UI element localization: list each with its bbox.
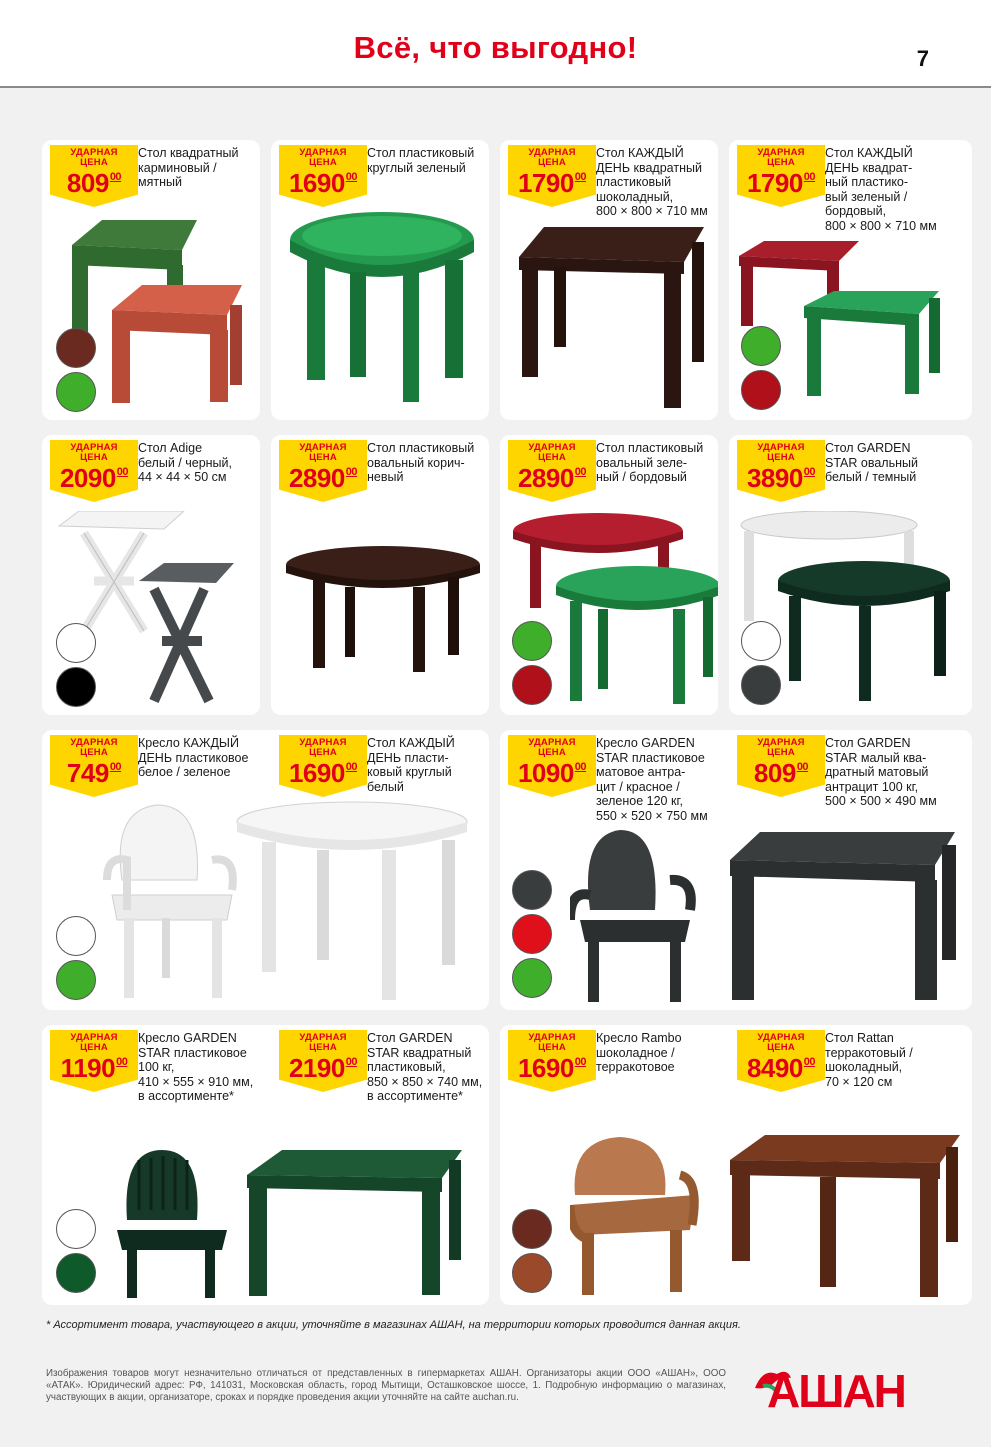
product-image-rattan-chair-table bbox=[570, 1135, 965, 1300]
product-title: Стол GARDEN STAR малый ква- дратный матовый антрацит 100 кг, 500 × 500 × 490 мм bbox=[825, 736, 937, 808]
price-badge: УДАРНАЯ ЦЕНА 1790$^{00}$ bbox=[737, 145, 825, 207]
product-title: Стол Rattan терракотовый / шоколадный, 70 × 120 см bbox=[825, 1031, 913, 1089]
price-badge: УДАРНАЯ ЦЕНА 1690$^{00}$ bbox=[279, 145, 367, 207]
color-swatch[interactable] bbox=[56, 916, 96, 956]
page-title: Всё, что выгодно! bbox=[353, 30, 638, 65]
product-title: Кресло Rambo шоколадное / терракотовое bbox=[596, 1031, 682, 1074]
product-image-white-chair-table bbox=[102, 800, 482, 1005]
price: 1690$^{00}$ bbox=[288, 168, 358, 198]
color-swatch[interactable] bbox=[741, 326, 781, 366]
product-title: Стол пластиковый круглый зеленый bbox=[367, 146, 475, 175]
color-swatch[interactable] bbox=[512, 958, 552, 998]
footnote: * Ассортимент товара, участвующего в акции, уточняйте в магазинах АШАН, на территории которых проводится данная акция. bbox=[46, 1319, 741, 1331]
price: 2090$^{00}$ bbox=[59, 463, 129, 493]
product-card-5[interactable] bbox=[42, 435, 260, 715]
page-number: 7 bbox=[916, 46, 929, 71]
product-title: Стол пластиковый овальный зеле- ный / бордовый bbox=[596, 441, 704, 484]
color-swatch[interactable] bbox=[512, 621, 552, 661]
product-title: Стол Adige белый / черный, 44 × 44 × 50 см bbox=[138, 441, 232, 484]
product-title: Стол GARDEN STAR квадратный пластиковый, 850 × 850 × 740 мм, в ассортименте* bbox=[367, 1031, 483, 1103]
price: 1790$^{00}$ bbox=[517, 168, 587, 198]
price: 1090$^{00}$ bbox=[517, 758, 587, 788]
price-badge: УДАРНАЯ ЦЕНА 2090$^{00}$ bbox=[50, 440, 138, 502]
color-swatch[interactable] bbox=[512, 870, 552, 910]
price: $809^{00}$ bbox=[753, 758, 809, 788]
color-swatch[interactable] bbox=[741, 665, 781, 705]
product-card-11-12[interactable] bbox=[500, 730, 972, 1010]
price: $749^{00}$ bbox=[66, 758, 122, 788]
price-badge: УДАРНАЯ ЦЕНА 1090$^{00}$ bbox=[508, 735, 596, 797]
product-card-4[interactable] bbox=[729, 140, 972, 420]
product-title: Кресло КАЖДЫЙ ДЕНЬ пластиковое белое / зеленое bbox=[138, 736, 249, 779]
color-swatch[interactable] bbox=[56, 328, 96, 368]
price-badge: УДАРНАЯ ЦЕНА 1790$^{00}$ bbox=[508, 145, 596, 207]
price: 2190$^{00}$ bbox=[288, 1053, 358, 1083]
product-image-brown-square-table bbox=[514, 222, 709, 412]
product-title: Стол GARDEN STAR овальный белый / темный bbox=[825, 441, 918, 484]
price-badge: УДАРНАЯ ЦЕНА 8490$^{00}$ bbox=[737, 1030, 825, 1092]
color-swatch[interactable] bbox=[741, 621, 781, 661]
color-swatch[interactable] bbox=[56, 1209, 96, 1249]
product-title: Стол КАЖДЫЙ ДЕНЬ квадрат- ный пластико- вый зеленый / бордовый, 800 × 800 × 710 мм bbox=[825, 146, 937, 233]
price-badge: УДАРНАЯ ЦЕНА $809^{00}$ bbox=[737, 735, 825, 797]
product-image-green-chair-table bbox=[117, 1150, 487, 1300]
product-card-2[interactable] bbox=[271, 140, 489, 420]
price-badge: УДАРНАЯ ЦЕНА $809^{00}$ bbox=[50, 145, 138, 207]
product-title: Кресло GARDEN STAR пластиковое матовое антра- цит / красное / зеленое 120 кг, 550 × 520 × 750 мм bbox=[596, 736, 708, 823]
product-title: Стол пластиковый овальный корич- невый bbox=[367, 441, 475, 484]
product-card-13-14[interactable] bbox=[42, 1025, 489, 1305]
color-swatch[interactable] bbox=[56, 1253, 96, 1293]
price: 1190$^{00}$ bbox=[60, 1053, 128, 1083]
price: 2890$^{00}$ bbox=[517, 463, 587, 493]
product-card-8[interactable] bbox=[729, 435, 972, 715]
product-title: Стол КАЖДЫЙ ДЕНЬ пласти- ковый круглый белый bbox=[367, 736, 455, 794]
price: 1690$^{00}$ bbox=[288, 758, 358, 788]
product-title: Стол квадратный карминовый / мятный bbox=[138, 146, 239, 189]
color-swatch[interactable] bbox=[512, 914, 552, 954]
price: 1690$^{00}$ bbox=[517, 1053, 587, 1083]
price-badge: УДАРНАЯ ЦЕНА $749^{00}$ bbox=[50, 735, 138, 797]
color-swatch[interactable] bbox=[512, 665, 552, 705]
auchan-logo bbox=[753, 1366, 943, 1416]
product-card-15-16[interactable] bbox=[500, 1025, 972, 1305]
product-card-3[interactable] bbox=[500, 140, 718, 420]
color-swatch[interactable] bbox=[512, 1209, 552, 1249]
product-card-9-10[interactable] bbox=[42, 730, 489, 1010]
price-badge: УДАРНАЯ ЦЕНА 2190$^{00}$ bbox=[279, 1030, 367, 1092]
product-title: Стол КАЖДЫЙ ДЕНЬ квадратный пластиковый шоколадный, 800 × 800 × 710 мм bbox=[596, 146, 708, 218]
product-card-6[interactable] bbox=[271, 435, 489, 715]
color-swatch[interactable] bbox=[56, 960, 96, 1000]
color-swatch[interactable] bbox=[56, 372, 96, 412]
product-image-brown-oval-table bbox=[283, 545, 483, 675]
color-swatch[interactable] bbox=[56, 667, 96, 707]
product-card-7[interactable] bbox=[500, 435, 718, 715]
price-badge: УДАРНАЯ ЦЕНА 2890$^{00}$ bbox=[508, 440, 596, 502]
price: 8490$^{00}$ bbox=[746, 1053, 816, 1083]
product-card-1[interactable] bbox=[42, 140, 260, 420]
price: 3890$^{00}$ bbox=[746, 463, 816, 493]
product-image-anthracite-chair-table bbox=[570, 830, 965, 1005]
price: $809^{00}$ bbox=[66, 168, 122, 198]
color-swatch[interactable] bbox=[512, 1253, 552, 1293]
price-badge: УДАРНАЯ ЦЕНА 1690$^{00}$ bbox=[508, 1030, 596, 1092]
price-badge: УДАРНАЯ ЦЕНА 1690$^{00}$ bbox=[279, 735, 367, 797]
price-badge: УДАРНАЯ ЦЕНА 3890$^{00}$ bbox=[737, 440, 825, 502]
price: 2890$^{00}$ bbox=[288, 463, 358, 493]
product-image-round-table bbox=[285, 210, 480, 415]
price-badge: УДАРНАЯ ЦЕНА 1190$^{00}$ bbox=[50, 1030, 138, 1092]
logo-text: АШАН bbox=[767, 1365, 905, 1417]
price-badge: УДАРНАЯ ЦЕНА 2890$^{00}$ bbox=[279, 440, 367, 502]
legal-disclaimer: Изображения товаров могут незначительно отличаться от представленных в гипермаркетах АШАН. Организаторы акции ООО «АШАН», ООО «АТАК». Юридический адрес: РФ, 141031, Московская область, город Мытищи, Осташковское шоссе, 1. Подробную информацию о магазинах, участвующих в акции, организаторе, сроках и порядке проведения акции уточняйте на сайте auchan.ru. bbox=[46, 1368, 726, 1403]
product-title: Кресло GARDEN STAR пластиковое 100 кг, 410 × 555 × 910 мм, в ассортименте* bbox=[138, 1031, 254, 1103]
color-swatch[interactable] bbox=[741, 370, 781, 410]
color-swatch[interactable] bbox=[56, 623, 96, 663]
page-header bbox=[0, 0, 991, 88]
price: 1790$^{00}$ bbox=[746, 168, 816, 198]
